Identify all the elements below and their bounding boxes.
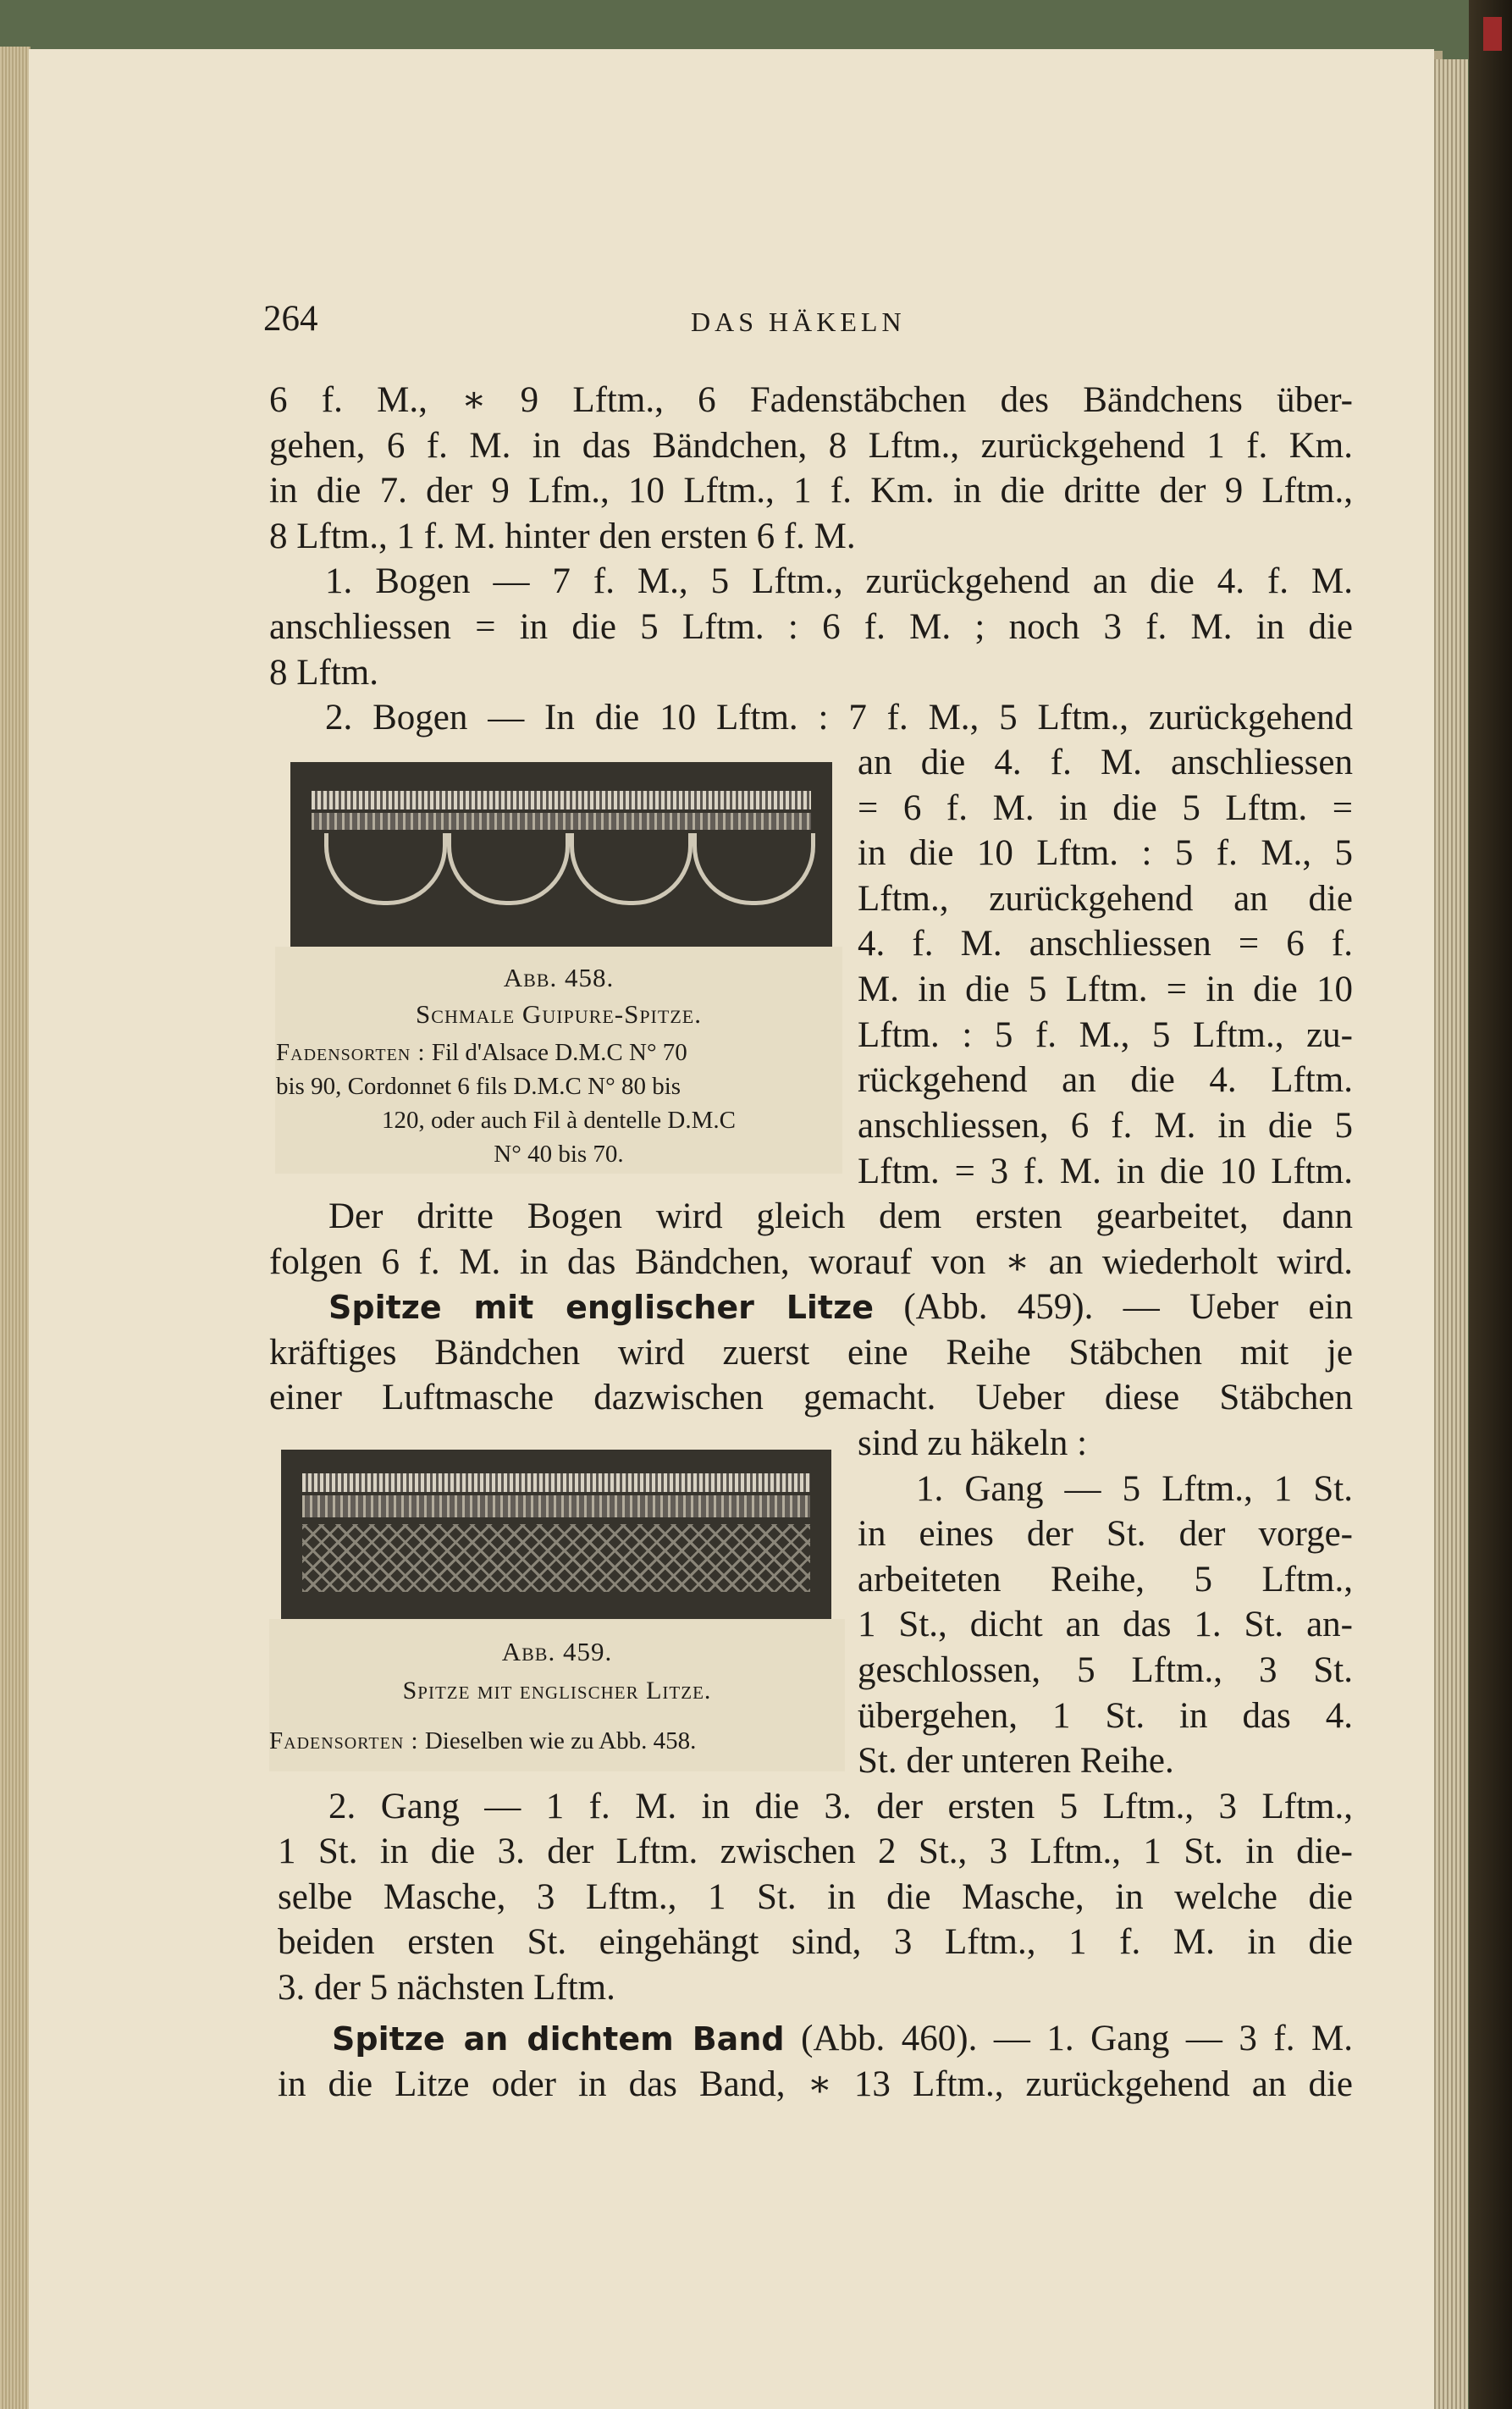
- text-span: (Abb. 459). — Ueber ein: [874, 1287, 1353, 1327]
- text-line: St. der unteren Reihe.: [858, 1741, 1174, 1781]
- figure-459-image: [281, 1450, 831, 1619]
- text-line: = 6 f. M. in die 5 Lftm. =: [858, 788, 1353, 828]
- lace-scallop: [324, 833, 447, 905]
- fadensorten-text: Fil d'Alsace D.M.C N° 70: [431, 1039, 687, 1066]
- figure-label: Abb. 458.: [503, 963, 615, 992]
- text-line: in die Litze oder in das Band, ∗ 13 Lftm., zurückgehend an die: [278, 2064, 1353, 2104]
- text-line: 1 St., dicht an das 1. St. an-: [858, 1605, 1353, 1644]
- text-line: sind zu häkeln :: [858, 1423, 1088, 1463]
- text-line: in die 10 Lftm. : 5 f. M., 5: [858, 833, 1353, 873]
- text-span: (Abb. 460). — 1. Gang — 3 f. M.: [784, 2019, 1353, 2058]
- text-line: gehen, 6 f. M. in das Bändchen, 8 Lftm., zurückgehend 1 f. Km.: [269, 426, 1353, 466]
- text-line: Lftm. : 5 f. M., 5 Lftm., zu-: [858, 1015, 1353, 1055]
- fadensorten-text: 120, oder auch Fil à dentelle D.M.C: [382, 1107, 736, 1134]
- text-line: in eines der St. der vorge-: [858, 1514, 1353, 1554]
- fadensorten-label: Fadensorten :: [276, 1039, 426, 1066]
- section-heading-line: [332, 2016, 1353, 2063]
- lace-border: [302, 1473, 810, 1492]
- fadensorten-text: Dieselben wie zu Abb. 458.: [424, 1727, 697, 1754]
- fadensorten-text: bis 90, Cordonnet 6 fils D.M.C N° 80 bis: [276, 1073, 682, 1100]
- text-line: einer Luftmasche dazwischen gemacht. Ueber diese Stäbchen: [269, 1378, 1353, 1417]
- lace-scallop: [693, 833, 815, 905]
- text-line: 6 f. M., ∗ 9 Lftm., 6 Fadenstäbchen des Bändchens über-: [269, 380, 1353, 420]
- text-line: Der dritte Bogen wird gleich dem ersten gearbeitet, dann: [328, 1196, 1353, 1236]
- text-line: selbe Masche, 3 Lftm., 1 St. in die Masche, in welche die: [278, 1877, 1353, 1917]
- lace-border: [312, 791, 811, 809]
- text-line: 2. Gang — 1 f. M. in die 3. der ersten 5 Lftm., 3 Lftm.,: [328, 1787, 1353, 1826]
- running-title: DAS HÄKELN: [691, 307, 906, 337]
- text-line: 3. der 5 nächsten Lftm.: [278, 1968, 615, 2008]
- text-line: 1. Gang — 5 Lftm., 1 St.: [916, 1469, 1353, 1509]
- text-line: M. in die 5 Lftm. = in die 10: [858, 970, 1353, 1009]
- text-line: Lftm., zurückgehend an die: [858, 879, 1353, 919]
- lace-pattern: [302, 1524, 810, 1592]
- text-line: in die 7. der 9 Lfm., 10 Lftm., 1 f. Km. in die dritte der 9 Lftm.,: [269, 471, 1353, 511]
- text-line: an die 4. f. M. anschliessen: [858, 743, 1353, 782]
- text-line: Lftm. = 3 f. M. in die 10 Lftm.: [858, 1152, 1353, 1191]
- text-line: folgen 6 f. M. in das Bändchen, worauf von ∗ an wiederholt wird.: [269, 1242, 1353, 1282]
- bookmark-ribbon: [1483, 17, 1502, 51]
- lace-mesh: [312, 813, 811, 830]
- text-line: 8 Lftm.: [269, 653, 378, 693]
- binding-edge: [1469, 0, 1512, 2409]
- text-line: 4. f. M. anschliessen = 6 f.: [858, 924, 1353, 964]
- text-line: übergehen, 1 St. in das 4.: [858, 1696, 1353, 1736]
- page-stack-left: [0, 47, 30, 2409]
- text-line: geschlossen, 5 Lftm., 3 St.: [858, 1650, 1353, 1690]
- lace-scallop: [447, 833, 570, 905]
- figure-title: Schmale Guipure-Spitze.: [416, 999, 702, 1029]
- text-line: 2. Bogen — In die 10 Lftm. : 7 f. M., 5 Lftm., zurückgehend: [325, 698, 1353, 738]
- lace-mesh: [302, 1495, 810, 1517]
- section-heading: Spitze mit englischer Litze: [328, 1289, 874, 1326]
- fadensorten-text: N° 40 bis 70.: [494, 1141, 624, 1168]
- text-line: rückgehend an die 4. Lftm.: [858, 1060, 1353, 1100]
- figure-458-image: [290, 762, 832, 947]
- text-line: beiden ersten St. eingehängt sind, 3 Lftm., 1 f. M. in die: [278, 1922, 1353, 1962]
- lace-scallop: [570, 833, 693, 905]
- page-stack-right: [1434, 59, 1468, 2409]
- text-line: anschliessen = in die 5 Lftm. : 6 f. M. ; noch 3 f. M. in die: [269, 607, 1353, 647]
- figure-title: Spitze mit englischer Litze.: [402, 1677, 712, 1705]
- text-line: 1. Bogen — 7 f. M., 5 Lftm., zurückgehend an die 4. f. M.: [325, 561, 1353, 601]
- text-line: 8 Lftm., 1 f. M. hinter den ersten 6 f. M.: [269, 517, 856, 556]
- fadensorten-label: Fadensorten :: [269, 1727, 419, 1754]
- figure-label: Abb. 459.: [501, 1637, 613, 1666]
- section-heading-line: [328, 1285, 1353, 1331]
- text-line: 1 St. in die 3. der Lftm. zwischen 2 St., 3 Lftm., 1 St. in die-: [278, 1832, 1353, 1871]
- figure-fadensorten: [269, 1727, 696, 1755]
- text-line: arbeiteten Reihe, 5 Lftm.,: [858, 1560, 1353, 1600]
- page-number: 264: [263, 299, 318, 339]
- figure-fadensorten: [276, 1039, 687, 1067]
- text-line: anschliessen, 6 f. M. in die 5: [858, 1106, 1353, 1146]
- text-line: kräftiges Bändchen wird zuerst eine Reihe Stäbchen mit je: [269, 1333, 1353, 1373]
- section-heading: Spitze an dichtem Band: [332, 2020, 785, 2058]
